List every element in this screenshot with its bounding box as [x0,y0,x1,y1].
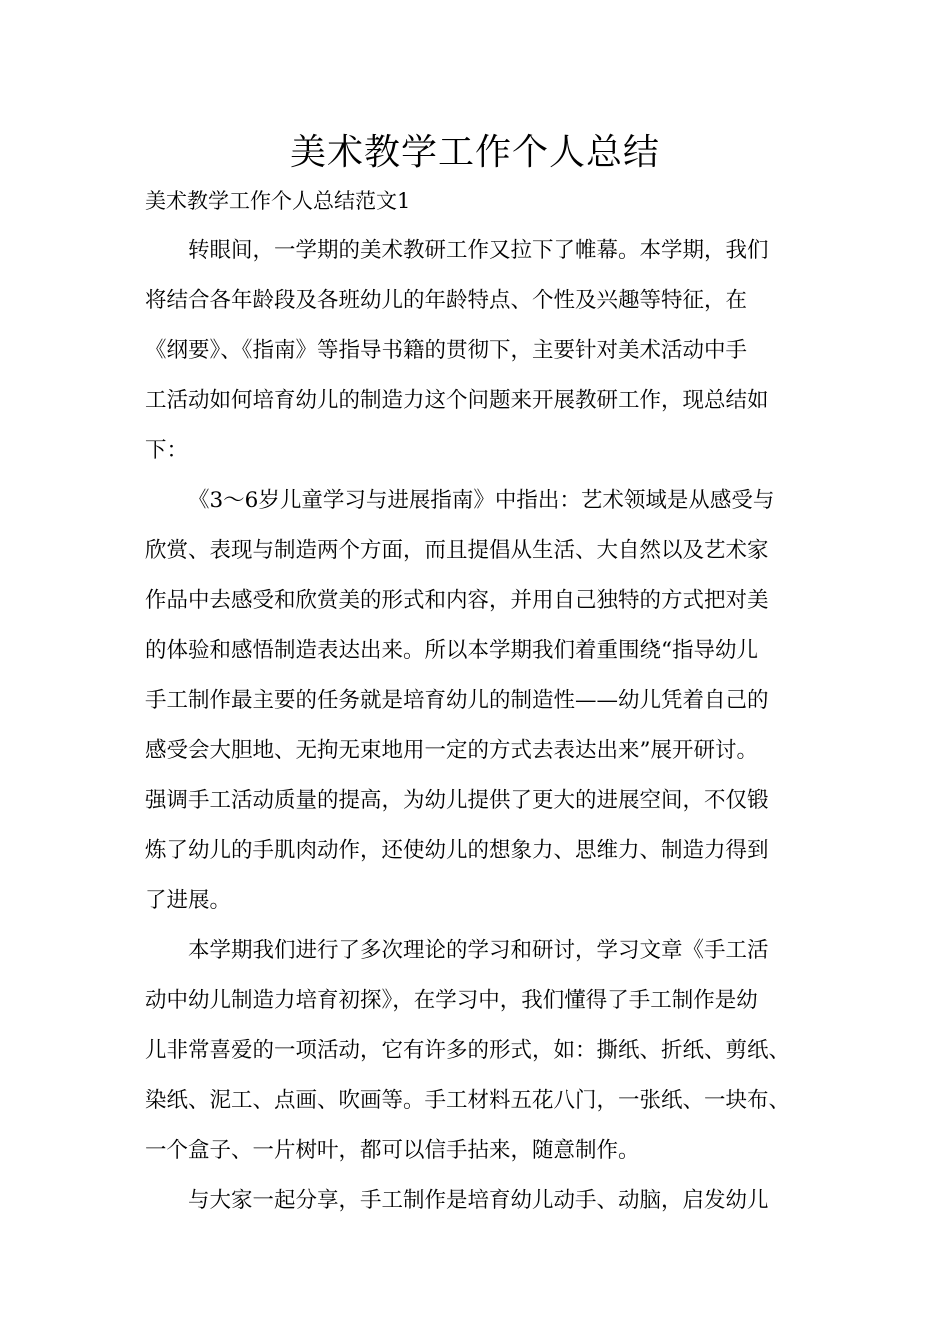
paragraph-1-line-3: 《纲要》、《指南》等指导书籍的贯彻下，主要针对美术活动中手 [145,338,748,363]
paragraph-2-line-1: 《3～6岁儿童学习与进展指南》中指出：艺术领域是从感受与 [188,488,775,513]
paragraph-2-line-5: 手工制作最主要的任务就是培育幼儿的制造性——幼儿凭着自己的 [145,688,769,713]
paragraph-2-line-6: 感受会大胆地、无拘无束地用一定的方式去表达出来”展开研讨。 [145,738,758,763]
paragraph-3-line-3: 儿非常喜爱的一项活动，它有许多的形式，如：撕纸、折纸、剪纸、 [145,1038,791,1063]
paragraph-2-line-2: 欣赏、表现与制造两个方面，而且提倡从生活、大自然以及艺术家 [145,538,769,563]
paragraph-4-line-1: 与大家一起分享，手工制作是培育幼儿动手、动脑，启发幼儿 [188,1188,769,1213]
document-title: 美术教学工作个人总结 [289,132,660,173]
paragraph-1-line-2: 将结合各年龄段及各班幼儿的年龄特点、个性及兴趣等特征，在 [145,288,748,313]
paragraph-1-line-4: 工活动如何培育幼儿的制造力这个问题来开展教研工作，现总结如 [145,388,769,413]
paragraph-2-line-3: 作品中去感受和欣赏美的形式和内容，并用自己独特的方式把对美 [145,588,769,613]
paragraph-3-line-1: 本学期我们进行了多次理论的学习和研讨，学习文章《手工活 [188,938,769,963]
paragraph-3-line-2: 动中幼儿制造力培育初探》，在学习中，我们懂得了手工制作是幼 [145,988,758,1013]
paragraph-3-line-5: 一个盒子、一片树叶，都可以信手拈来，随意制作。 [145,1138,640,1163]
paragraph-2-line-7: 强调手工活动质量的提高，为幼儿提供了更大的进展空间，不仅锻 [145,788,769,813]
paragraph-1-line-5: 下： [145,438,189,463]
document-subtitle: 美术教学工作个人总结范文1 [145,189,411,213]
paragraph-1-line-1: 转眼间，一学期的美术教研工作又拉下了帷幕。本学期，我们 [188,238,769,263]
paragraph-2-line-4: 的体验和感悟制造表达出来。所以本学期我们着重围绕“指导幼儿 [145,638,758,663]
paragraph-2-line-8: 炼了幼儿的手肌肉动作，还使幼儿的想象力、思维力、制造力得到 [145,838,769,863]
paragraph-3-line-4: 染纸、泥工、点画、吹画等。手工材料五花八门，一张纸、一块布、 [145,1088,791,1113]
paragraph-2-line-9: 了进展。 [145,888,232,913]
